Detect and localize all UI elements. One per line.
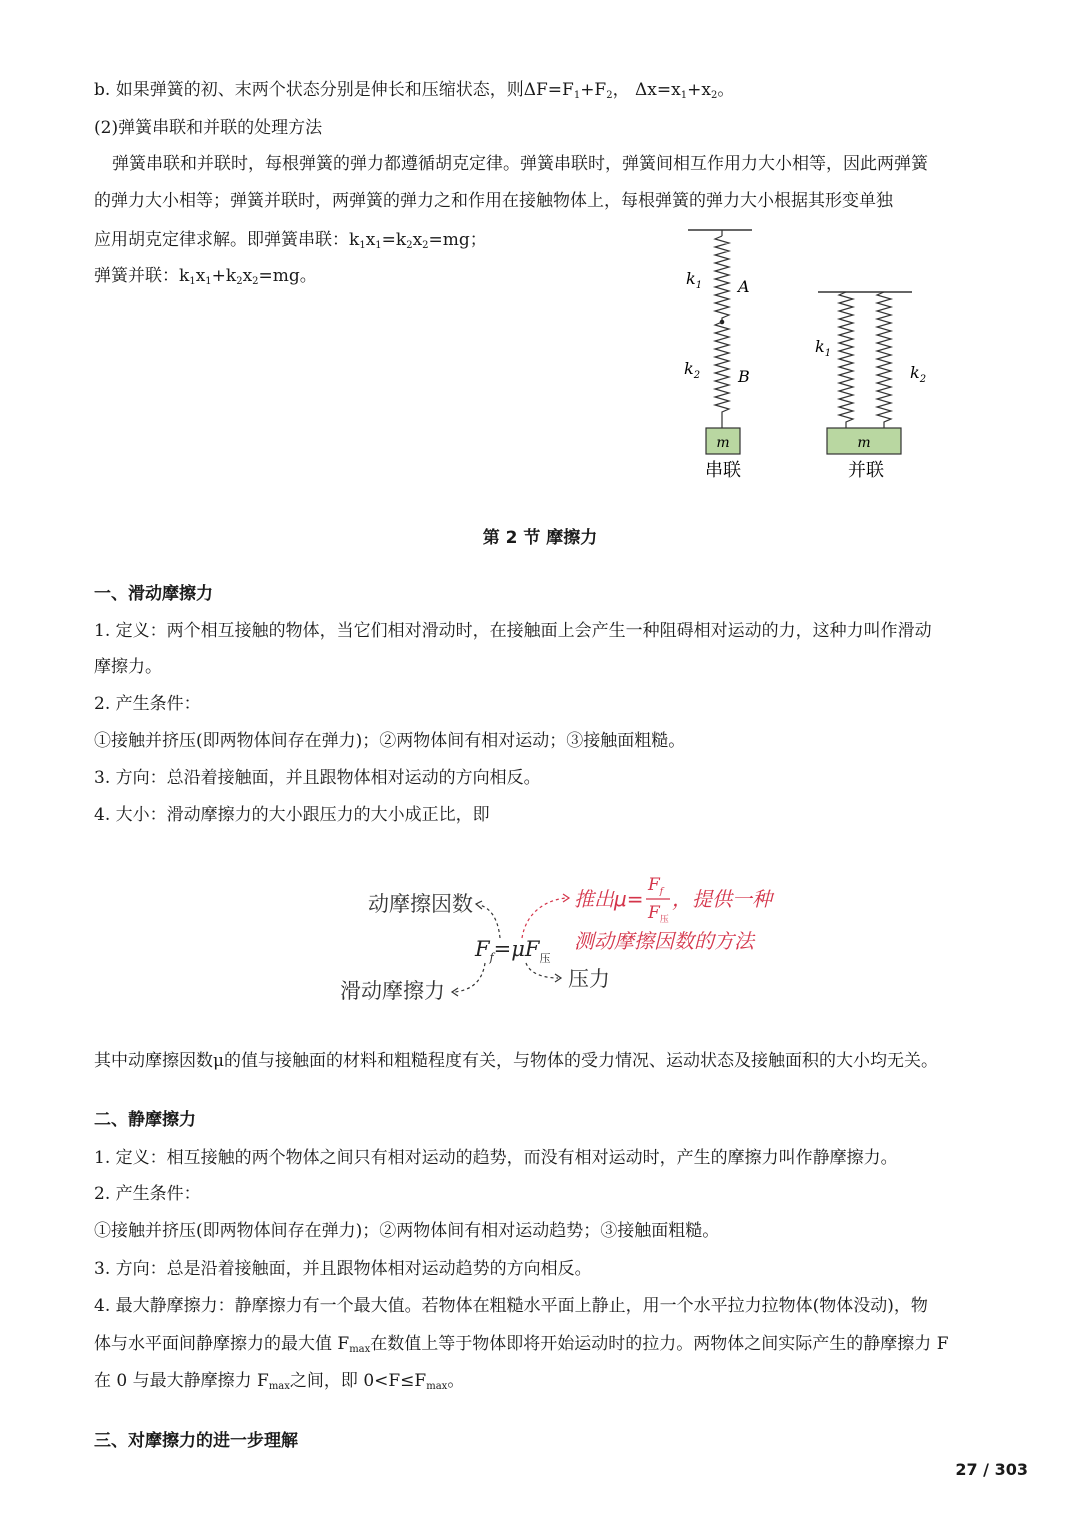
static-direction: 3. 方向：总是沿着接触面，并且跟物体相对运动趋势的方向相反。 <box>94 1259 592 1279</box>
note-fraction-den: $F_压$ <box>648 903 669 925</box>
pressure-label: 压力 <box>568 967 610 991</box>
static-max-line-3: 在 0 与最大静摩擦力 $F_{max}$之间，即 $0<F\le F_{max}$。 <box>94 1371 465 1392</box>
section-title: 第 2 节 摩擦力 <box>482 528 598 548</box>
series-spring-lower <box>715 322 729 428</box>
line-b: b. 如果弹簧的初、末两个状态分别是伸长和压缩状态，则$\Delta F=F_1+F_2$， $\Delta x=x_1+x_2$。 <box>94 80 735 101</box>
para-line-1: 弹簧串联和并联时，每根弹簧的弹力都遵循胡克定律。弹簧串联时，弹簧间相互作用力大小相等，因此两弹簧 <box>112 154 928 174</box>
sliding-magnitude: 4. 大小：滑动摩擦力的大小跟压力的大小成正比，即 <box>94 805 490 825</box>
sliding-direction: 3. 方向：总沿着接触面，并且跟物体相对运动的方向相反。 <box>94 768 541 788</box>
arrow-to-coef-head <box>476 901 482 909</box>
static-max-line-2: 体与水平面间静摩擦力的最大值 $F_{max}$在数值上等于物体即将开始运动时的拉力。两物体之间实际产生的静摩擦力 F <box>94 1334 949 1355</box>
series-mass-label: m <box>716 435 730 451</box>
note-derive: 推出μ= <box>574 887 644 911</box>
page-number: 27 / 303 <box>955 1460 1028 1479</box>
static-max-line-1: 4. 最大静摩擦力：静摩擦力有一个最大值。若物体在粗糙水平面上静止，用一个水平拉力拉物体(物体没动)，物 <box>94 1296 928 1316</box>
static-conditions: 2. 产生条件： <box>94 1184 201 1204</box>
arrow-to-coef <box>480 905 500 938</box>
series-k1-label: $k_1$ <box>686 269 703 291</box>
arrow-to-friction <box>455 963 485 992</box>
formula-figure <box>330 868 790 1013</box>
parallel-mass-label: m <box>857 435 871 451</box>
static-condition-items: ①接触并挤压(即两物体间存在弹力)；②两物体间有相对运动趋势；③接触面粗糙。 <box>94 1221 720 1241</box>
para-line-2: 的弹力大小相等；弹簧并联时，两弹簧的弹力之和作用在接触物体上，每根弹簧的弹力大小根据其形变单独 <box>94 191 893 211</box>
note-provide: ，提供一种 <box>672 887 772 911</box>
mu-note: 其中动摩擦因数μ的值与接触面的材料和粗糙程度有关，与物体的受力情况、运动状态及接触面积的大小均无关。 <box>94 1051 939 1071</box>
parallel-spring-left <box>839 292 853 428</box>
sliding-def-line-2: 摩擦力。 <box>94 657 162 677</box>
sliding-def-line-1: 1. 定义：两个相互接触的物体，当它们相对滑动时，在接触面上会产生一种阻碍相对运动的力，这种力叫作滑动 <box>94 621 932 641</box>
arrow-to-pressure <box>526 963 558 978</box>
series-k2-label: $k_2$ <box>684 359 701 381</box>
series-caption: 串联 <box>705 460 741 481</box>
friction-label: 滑动摩擦力 <box>340 979 445 1003</box>
formula: $F_f=\mu F_压$ <box>475 937 551 965</box>
series-A-label: A <box>738 277 750 296</box>
heading-spring-method: (2)弹簧串联和并联的处理方法 <box>94 118 323 138</box>
sliding-conditions: 2. 产生条件： <box>94 694 201 714</box>
sliding-condition-items: ①接触并挤压(即两物体间存在弹力)；②两物体间有相对运动；③接触面粗糙。 <box>94 731 686 751</box>
note-method: 测动摩擦因数的方法 <box>574 929 754 953</box>
heading-sliding-friction: 一、滑动摩擦力 <box>94 584 213 604</box>
note-fraction-num: $F_f$ <box>648 875 664 897</box>
spring-figure <box>660 222 940 492</box>
arrow-to-note <box>522 898 566 938</box>
heading-static-friction: 二、静摩擦力 <box>94 1110 196 1130</box>
coef-label: 动摩擦因数 <box>368 892 473 916</box>
series-spring-upper <box>715 236 729 322</box>
series-B-label: B <box>738 367 750 386</box>
parallel-k1-label: $k_1$ <box>815 337 832 359</box>
parallel-k2-label: $k_2$ <box>910 363 927 385</box>
parallel-caption: 并联 <box>848 460 884 481</box>
parallel-spring-right <box>877 292 891 428</box>
heading-friction-understanding: 三、对摩擦力的进一步理解 <box>94 1431 298 1451</box>
para-line-4: 弹簧并联：$k_1x_1+k_2x_2=mg$。 <box>94 266 317 287</box>
para-line-3: 应用胡克定律求解。即弹簧串联：$k_1x_1=k_2x_2=mg$； <box>94 230 487 251</box>
static-def: 1. 定义：相互接触的两个物体之间只有相对运动的趋势，而没有相对运动时，产生的摩擦力叫作静摩擦力。 <box>94 1148 898 1168</box>
